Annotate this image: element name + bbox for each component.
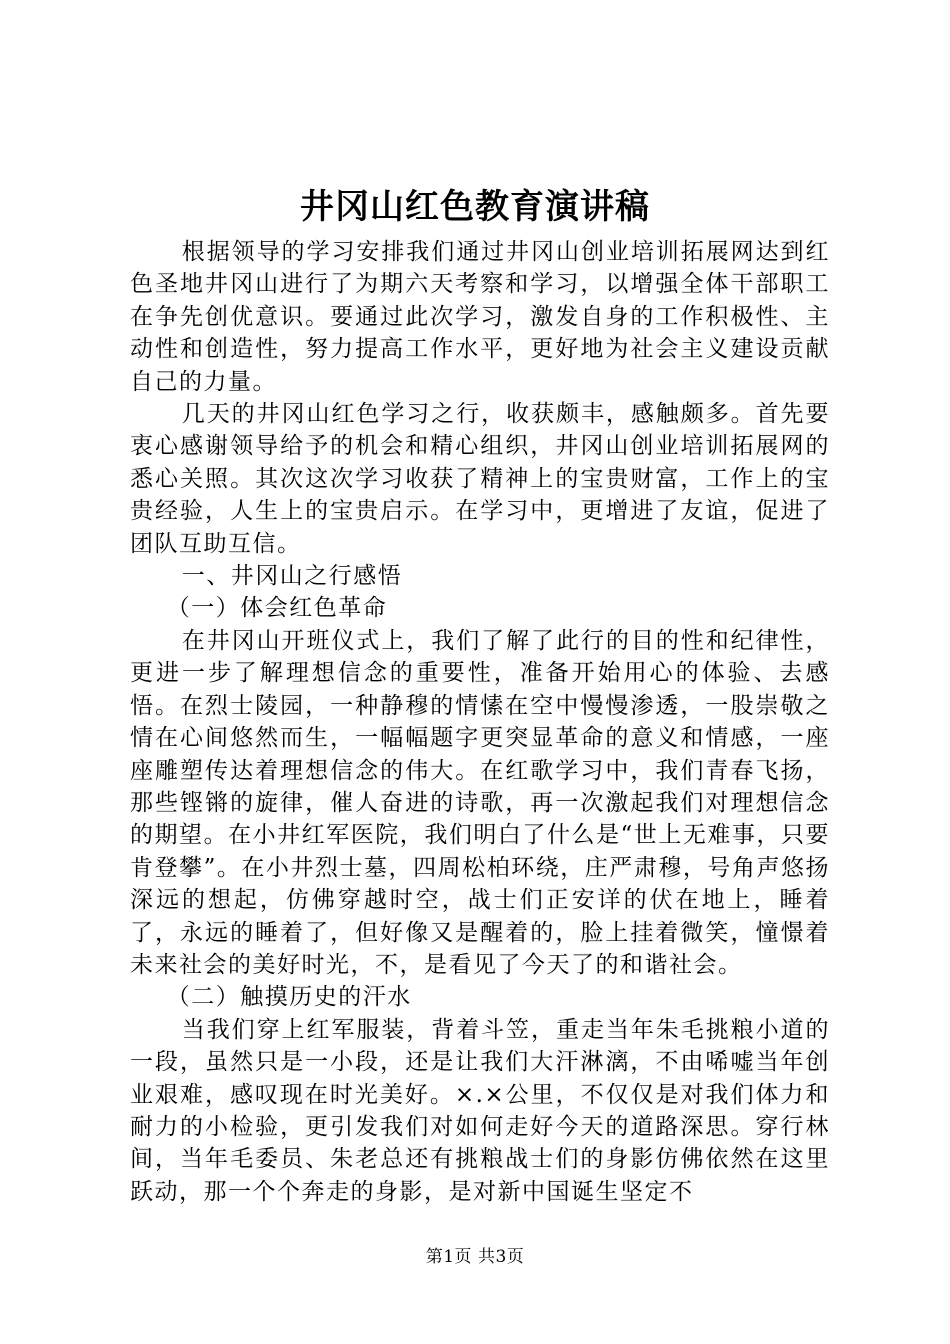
section-heading-1: 一、井冈山之行感悟	[181, 563, 403, 590]
document-body	[130, 236, 830, 1208]
paragraph-red-revolution: 在井冈山开班仪式上，我们了解了此行的目的性和纪律性，更进一步了解理想信念的重要性，准备开始用心的体验、去感悟。在烈士陵园，一种静穆的情愫在空中慢慢渗透，一股崇敬之情在心间悠然而生，一幅幅题字更突显革命的意义和情感，一座座雕塑传达着理想信念的伟大。在红歌学习中，我们青春飞扬，那些铿锵的旋律，催人奋进的诗歌，再一次激起我们对理想信念的期望。在小井红军医院，我们明白了什么是“世上无难事，只要肯登攀”。在小井烈士墓，四周松柏环绕，庄严肃穆，号角声悠扬深远的想起，仿佛穿越时空，战士们正安详的伏在地上，睡着了，永远的睡着了，但好像又是醒着的，脸上挂着微笑，憧憬着未来社会的美好时光，不，是看见了今天了的和谐社会。	[130, 627, 830, 978]
subsection-heading-1: （一）体会红色革命	[166, 595, 388, 622]
page-footer: 第1页 共3页	[425, 1247, 525, 1267]
paragraph-history-sweat: 当我们穿上红军服装，背着斗笠，重走当年朱毛挑粮小道的一段，虽然只是一小段，还是让我们大汗淋漓，不由唏嘘当年创业艰难，感叹现在时光美好。×.×公里，不仅仅是对我们体力和耐力的小检验，更引发我们对如何走好今天的道路深思。穿行林间，当年毛委员、朱老总还有挑粮战士们的身影仿佛依然在这里跃动，那一个个奔走的身影，是对新中国诞生坚定不	[130, 1016, 830, 1205]
subsection-heading-2: （二）触摸历史的汗水	[166, 984, 412, 1011]
paragraph-gratitude: 几天的井冈山红色学习之行，收获颇丰，感触颇多。首先要衷心感谢领导给予的机会和精心组织，井冈山创业培训拓展网的悉心关照。其次这次学习收获了精神上的宝贵财富，工作上的宝贵经验，人生上的宝贵启示。在学习中，更增进了友谊，促进了团队互助互信。	[130, 401, 830, 557]
document-title: 井冈山红色教育演讲稿	[300, 187, 650, 227]
paragraph-intro: 根据领导的学习安排我们通过井冈山创业培训拓展网达到红色圣地井冈山进行了为期六天考察和学习，以增强全体干部职工在争先创优意识。要通过此次学习，激发自身的工作积极性、主动性和创造性，努力提高工作水平，更好地为社会主义建设贡献自己的力量。	[130, 239, 830, 395]
